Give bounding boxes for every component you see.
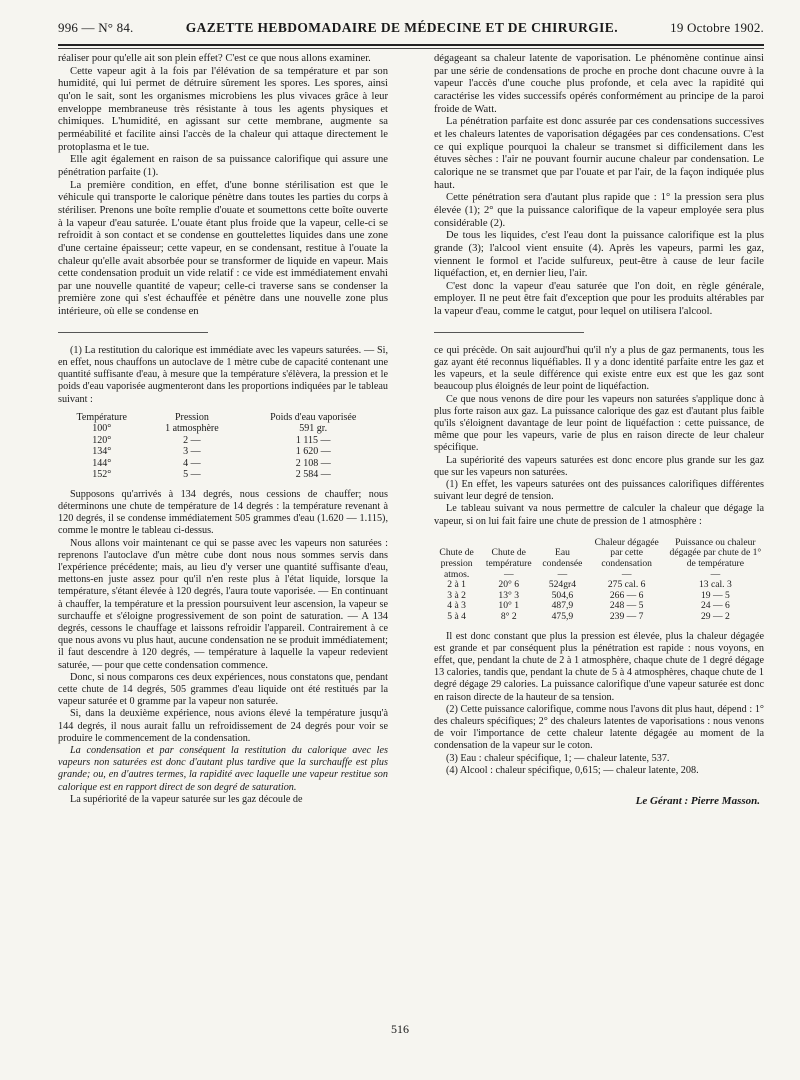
- table-header: Chaleur dégagée par cette condensation: [594, 536, 659, 570]
- table-header: Chute de température: [485, 547, 532, 570]
- table-header: Température: [76, 411, 127, 423]
- table-header: Chute de pression: [439, 547, 474, 570]
- table-cell: 144°: [92, 457, 112, 469]
- paragraph: La pénétration parfaite est donc assurée par ces condensations successives et les chaleurs latentes de vaporisation dégagées par ces condensations. C'est ce qui explique pourquoi la chaleur se transmet si difficilement dans les étuves sèches : l'air ne pouvant fournir aucune chaleur par condensation. Le calorique ne se transmet que par l'ouate et par l'air, de la façon indiquée plus haut.: [434, 116, 764, 191]
- table-cell: 2 à 1: [447, 579, 466, 591]
- table-cell: 504,6: [551, 589, 574, 601]
- paragraph: Cette pénétration sera d'autant plus rapide que : 1° la pression sera plus élevée (1); 2° que la puissance calorifique de la vapeur employée sera plus considérable (2).: [434, 192, 764, 229]
- table-cell: 487,9: [551, 600, 574, 612]
- paragraph: Elle agit également en raison de sa puissance calorifique qui assure une pénétration parfaite (1).: [58, 154, 388, 178]
- table-cell: atmos.: [443, 568, 470, 580]
- paragraph: (3) Eau : chaleur spécifique, 1; — chaleur latente, 537.: [446, 752, 670, 764]
- table-cell: —: [557, 568, 568, 580]
- table-cell: 3 à 2: [447, 589, 466, 601]
- paragraph: Le tableau suivant va nous permettre de calculer la chaleur que dégage la vapeur, si on lui fait faire une chute de pression de 1 atmosphère :: [434, 503, 764, 527]
- footnote-block: [58, 345, 388, 806]
- paragraph: Ce que nous venons de dire pour les vapeurs non saturées s'applique donc à plus forte raison aux gaz. La puissance calorique des gaz est d'autant plus faible qu'ils s'éloignent davantage de leur point de liquéfaction : cette puissance, de même que pour les vapeurs, varie de plus en raison directe de leur chaleur spécifique.: [434, 393, 764, 454]
- table-cell: 3 —: [183, 446, 201, 458]
- temperature-pressure-table: [58, 412, 388, 481]
- table-header: Eau condensée: [542, 547, 583, 570]
- paragraph: Nous allons voir maintenant ce qui se passe avec les vapeurs non saturées : reprenons l'autoclave d'un mètre cube dont nous nous sommes servis dans l'expérience précédente; mais, au lieu d'y verser une quantité suffisante d'eau, mettons-en juste assez pour qu'il n'en reste plus à l'état liquide, lorsque la température, s'étant élevée à 120 degrés, l'aura toute vaporisée. — En continuant à chauffer, la température et la pression poursuivent leur ascension, la vapeur se surchauffe et s'éloigne progressivement de son point de saturation. — A 134 degrés, cessons le chauffage et laissons refroidir l'appareil. Contrairement à ce que nous avons vu plus haut, aucune condensation ne se produit immédiatement; il faut descendre à 120 degrés, — température à laquelle la vapeur redevient saturée, — pour que cette condensation commence.: [58, 537, 388, 671]
- table-cell: 1 115 —: [295, 434, 331, 446]
- table-row: [58, 469, 388, 481]
- table-cell: 152°: [92, 469, 112, 481]
- table-cell: 239 — 7: [609, 610, 644, 622]
- table-row: [58, 435, 388, 447]
- table-cell: —: [710, 568, 721, 580]
- table-cell: 19 — 5: [700, 589, 730, 601]
- table-row: [434, 612, 764, 623]
- table-cell: 4 à 3: [447, 600, 466, 612]
- table-cell: 5 —: [183, 469, 201, 481]
- table-cell: 10° 1: [498, 600, 520, 612]
- table-header: Poids d'eau vaporisée: [270, 411, 357, 423]
- paragraph: De tous les liquides, c'est l'eau dont la puissance calorifique est la plus grande (3); l'alcool vient ensuite (4). Après les vapeurs, parmi les gaz, viennent le formol et l'acide sulfureux, peut-être à cause de leur facile liquéfaction, et, en dernier lieu, l'air.: [434, 230, 764, 280]
- publisher-signature: Le Gérant : Pierre Masson.: [635, 795, 760, 808]
- paragraph: C'est donc la vapeur d'eau saturée que l'on doit, en règle générale, employer. Il ne peut être fait d'exception que pour les produits altérables par la vapeur d'eau, comme le catgut, pour lequel on utilisera l'alcool.: [434, 280, 764, 318]
- paragraph: (2) Cette puissance calorifique, comme nous l'avons dit plus haut, dépend : 1° des chaleurs spécifiques; 2° des chaleurs latentes de vaporisations : nous venons de voir l'importance de cette chaleur latente dégagée au moment de la condensation de la vapeur sur le coton.: [434, 703, 764, 752]
- left-column: [58, 53, 388, 808]
- table-cell: 275 cal. 6: [607, 579, 646, 591]
- footnote-separator: [58, 332, 208, 333]
- footnote-separator: [434, 332, 584, 333]
- text-columns: [58, 53, 764, 808]
- table-cell: 24 — 6: [700, 600, 730, 612]
- table-cell: 8° 2: [500, 610, 517, 622]
- paragraph: réaliser pour qu'elle ait son plein effet? C'est ce que nous allons examiner.: [58, 53, 371, 64]
- page-header: [58, 20, 764, 36]
- journal-title: GAZETTE HEBDOMADAIRE DE MÉDECINE ET DE CHIRURGIE.: [185, 20, 618, 35]
- paragraph: Supposons qu'arrivés à 134 degrés, nous cessions de chauffer; nous déterminons une chute de température de 14 degrés : la température revenant à 120 degrés, il se condense immédiatement 505 grammes d'eau (1.620 — 1.115), comme le montre le tableau ci-dessus.: [58, 488, 388, 537]
- right-column: [434, 53, 764, 808]
- table-cell: 29 — 2: [700, 610, 730, 622]
- table-cell: 13° 3: [498, 589, 520, 601]
- table-header: Puissance ou chaleur dégagée par chute de 1° de température: [669, 536, 762, 570]
- table-header-row: [434, 538, 764, 570]
- paragraph: dégageant sa chaleur latente de vaporisation. Le phénomène continue ainsi par une série de condensations de proche en proche dont chacune ouvre à la vapeur l'accès d'une couche plus profonde, et cela avec la rapidité qui caractérise les vides successifs opérés conformément au principe de la paroi froide de Watt.: [434, 53, 764, 115]
- table-cell: 120°: [92, 434, 112, 446]
- table-cell: —: [503, 568, 514, 580]
- paragraph: Cette vapeur agit à la fois par l'élévation de sa température et par son humidité, qui lui permet de détruire sûrement les spores. Les spores, ainsi qu'on le sait, sont les organismes microbiens les plus vivaces grâce à leur enveloppe membraneuse très résistante à tous les agents physiques et chimiques. L'humidité, en agissant sur cette membrane, augmente sa perméabilité et facilite ainsi l'accès de la chaleur qui attaque directement le protoplasma et le tue.: [58, 65, 388, 153]
- table-cell: 1 atmosphère: [165, 423, 219, 435]
- table-cell: 248 — 5: [609, 600, 644, 612]
- table-cell: 475,9: [551, 610, 574, 622]
- paragraph: La supériorité de la vapeur saturée sur les gaz découle de: [70, 793, 303, 805]
- table-cell: —: [621, 568, 632, 580]
- table-cell: 1 620 —: [295, 446, 331, 458]
- table-cell: 13 cal. 3: [698, 579, 732, 591]
- table-row: [58, 458, 388, 470]
- header-rule-thin: [58, 48, 764, 49]
- paragraph: Donc, si nous comparons ces deux expériences, nous constatons que, pendant cette chute de 14 degrés, 505 grammes d'eau liquide ont été restitués par la vapeur saturée et 0 gramme par la vapeur non saturée.: [58, 671, 388, 708]
- footnote-intro: (1) La restitution du calorique est immédiate avec les vapeurs saturées. — Si, en effet, nous chauffons un autoclave de 1 mètre cube de capacité contenant une quantité suffisante d'eau, à mesure que la température s'élèvera, la pression et le poids d'eau vaporisée augmenteront dans les proportions indiquées par le tableau suivant :: [58, 344, 388, 405]
- paragraph: La supériorité des vapeurs saturées est donc encore plus grande sur les gaz que sur les vapeurs non saturées.: [434, 454, 764, 478]
- paragraph: Il est donc constant que plus la pression est élevée, plus la chaleur dégagée est grande et par conséquent plus la pénétration est rapide : nous voyons, en effet, que, pendant la chute de 2 à 1 atmosphère, chaque chute de 1 degré dégage 13 calories, tandis que, pendant la chute de 5 à 4 atmosphères, chaque chute de 1 degré dégage 29 calories. La puissance calorifique d'une vapeur saturée est donc en raison directe de la hauteur de sa tension.: [434, 630, 764, 703]
- table-cell: 2 108 —: [295, 457, 331, 469]
- paragraph: (4) Alcool : chaleur spécifique, 0,615; — chaleur latente, 208.: [446, 764, 699, 776]
- table-cell: 20° 6: [498, 579, 520, 591]
- footnote-block: [434, 345, 764, 777]
- table-row: [58, 446, 388, 458]
- paragraph: Si, dans la deuxième expérience, nous avions élevé la température jusqu'à 144 degrés, il nous aurait fallu un refroidissement de 24 degrés pour voir se produire le commencement de la condensation.: [58, 708, 388, 744]
- page-number: 516: [391, 1022, 409, 1036]
- page-header-issue: 996 — N° 84.: [58, 20, 134, 35]
- table-cell: 591 gr.: [299, 423, 328, 435]
- table-cell: 4 —: [183, 457, 201, 469]
- paragraph: La condensation et par conséquent la restitution du calorique avec les vapeurs non saturées est donc d'autant plus tardive que la surchauffe est plus grande; ou, en d'autres termes, la rapidité avec laquelle une vapeur restitue son calorique est en rapport direct de son degré de saturation.: [58, 745, 388, 793]
- paragraph: La première condition, en effet, d'une bonne stérilisation est que le véhicule qui transporte le calorique pénètre dans toutes les parties du corps à stériliser. Prenons une boîte remplie d'ouate et soumettons cette boîte ouverte à la vapeur d'eau saturée. L'ouate étant plus froide que la vapeur, celle-ci se refroidit à son contact et se condense en gouttelettes liquides dans une zone d'une certaine épaisseur; cette vapeur, en se condensant, restitue à l'ouate la chaleur qu'elle avait absorbée pour se transformer de liquide en vapeur. Mais cette condensation produit un vide relatif : ce vide est immédiatement envahi par une nouvelle quantité de vapeur; celle-ci traverse sans se condenser la première zone qui s'est échauffée et pénètre dans une nouvelle zone plus intérieure, où elle se condense en: [58, 179, 388, 318]
- table-header-row: [58, 412, 388, 424]
- table-header: Pression: [174, 411, 209, 423]
- table-cell: 524gr4: [548, 579, 576, 591]
- header-rule: [58, 44, 764, 46]
- table-cell: 2 —: [183, 434, 201, 446]
- table-cell: 5 à 4: [447, 610, 466, 622]
- table-cell: 134°: [92, 446, 112, 458]
- paragraph: ce qui précède. On sait aujourd'hui qu'il n'y a plus de gaz permanents, tous les gaz ayant été reconnus liquéfiables. Il y a donc identité parfaite entre les gaz et les vapeurs, et la seule différence qui existe entre eux est que les gaz sont beaucoup plus éloignés de leur point de liquéfaction.: [434, 344, 764, 393]
- pressure-drop-table: [434, 538, 764, 623]
- table-cell: 100°: [92, 423, 112, 435]
- table-cell: 2 584 —: [295, 469, 331, 481]
- issue-date: 19 Octobre 1902.: [670, 20, 764, 35]
- table-cell: 266 — 6: [609, 589, 644, 601]
- table-row: [58, 423, 388, 435]
- paragraph: (1) En effet, les vapeurs saturées ont des puissances calorifiques différentes suivant leur degré de tension.: [434, 479, 764, 503]
